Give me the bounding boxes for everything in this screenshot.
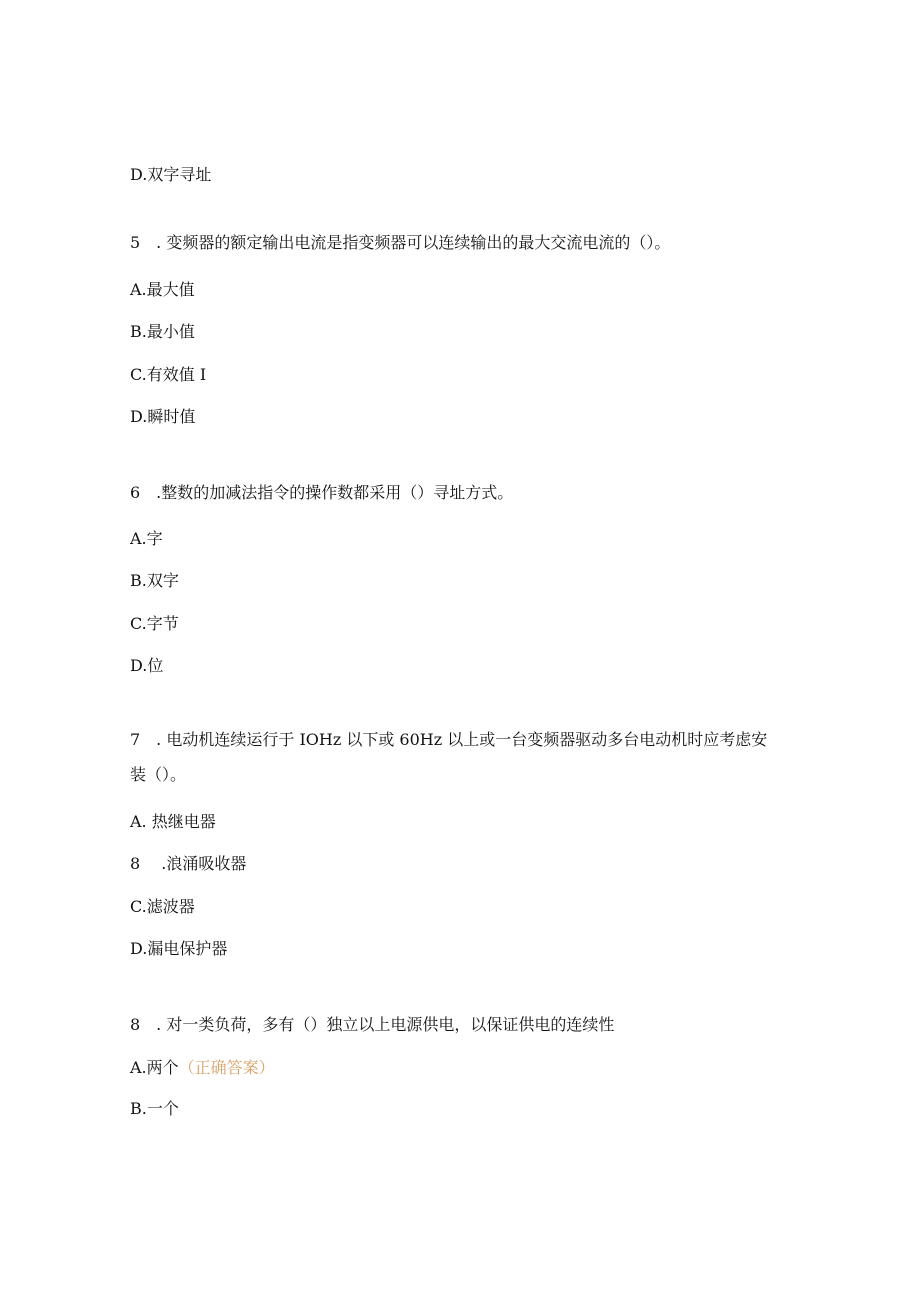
option-b-q5: B.最小值 <box>130 322 195 341</box>
option-d-q7: D.漏电保护器 <box>130 939 228 958</box>
option-a-q5: A.最大值 <box>130 280 195 299</box>
option-d-q5: D.瞬时值 <box>130 407 196 426</box>
option-c-q6: C.字节 <box>130 614 179 633</box>
option-a-q7: A. 热继电器 <box>130 812 216 831</box>
option-c-q5: C.有效值 I <box>130 365 207 384</box>
option-a-q6: A.字 <box>130 529 163 548</box>
question-7-line-1: 7 . 电动机连续运行于 IOHz 以下或 60Hz 以上或一台变频器驱动多台电动机时应考虑安 <box>130 730 768 749</box>
option-b-q6: B.双字 <box>130 571 179 590</box>
question-6: 6 .整数的加减法指令的操作数都采用（）寻址方式。 <box>130 483 514 502</box>
option-a-q8-text: A.两个 <box>130 1058 179 1077</box>
option-c-q7: C.滤波器 <box>130 897 195 916</box>
option-a-q8 <box>130 1058 275 1078</box>
option-d-q6: D.位 <box>130 656 164 675</box>
question-5: 5 . 变频器的额定输出电流是指变频器可以连续输出的最大交流电流的（）。 <box>130 233 671 252</box>
option-d-q4: D.双字寻址 <box>130 165 212 184</box>
option-b-q8: B.一个 <box>130 1099 179 1118</box>
question-8: 8 . 对一类负荷，多有（）独立以上电源供电，以保证供电的连续性 <box>130 1015 615 1034</box>
correct-answer-mark: （正确答案） <box>178 1058 275 1077</box>
option-b-q7: 8 .浪涌吸收器 <box>130 854 247 873</box>
question-7-line-2: 装（）。 <box>130 765 187 784</box>
